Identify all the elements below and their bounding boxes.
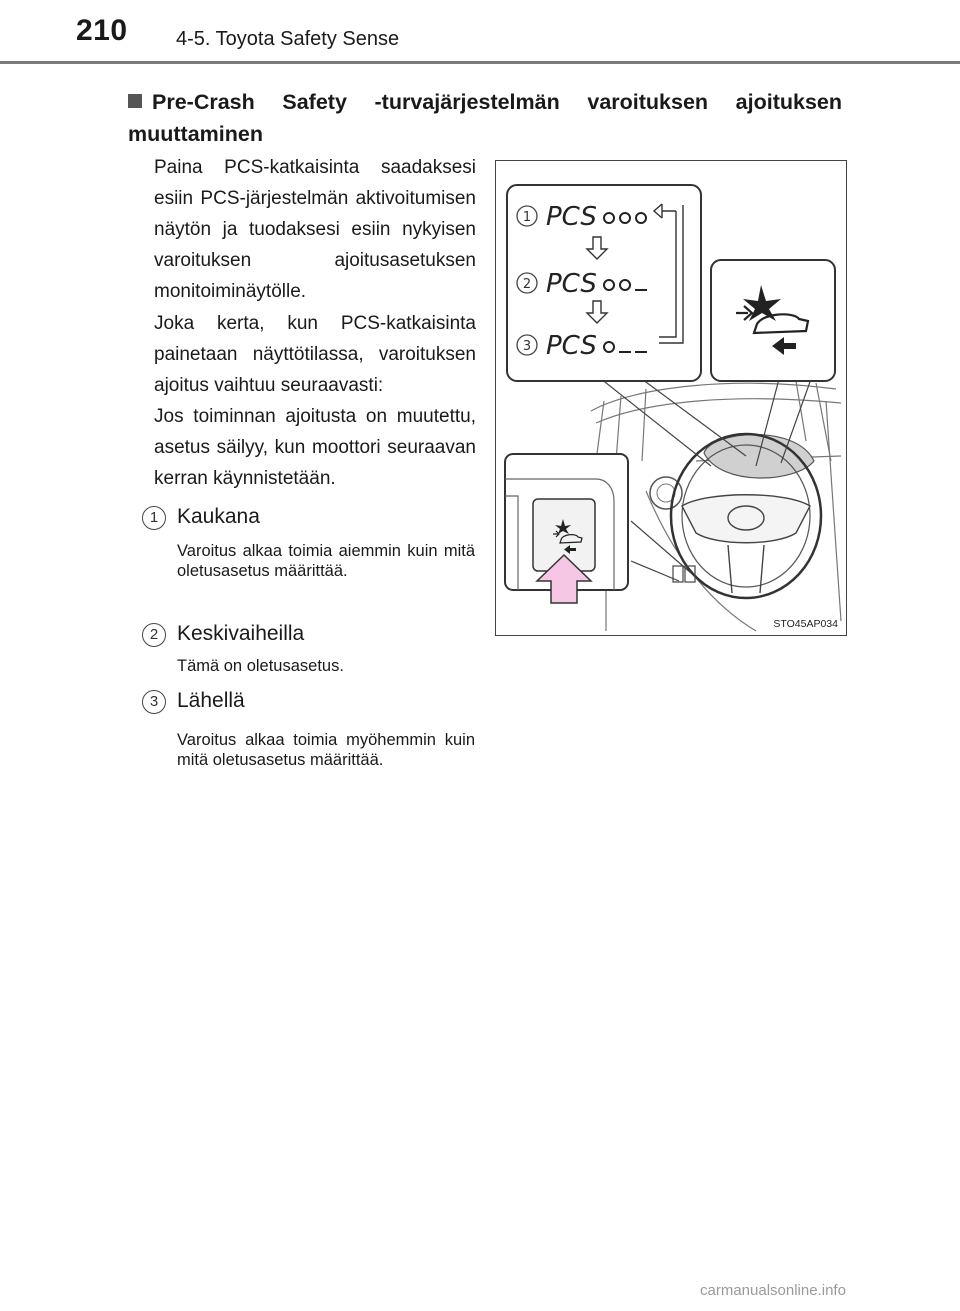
watermark[interactable]: carmanualsonline.info bbox=[700, 1282, 846, 1299]
setting-label: PCS bbox=[546, 331, 597, 361]
setting-number: 3 bbox=[522, 339, 532, 354]
callout-line bbox=[631, 521, 691, 581]
chapter-title: 4-5. Toyota Safety Sense bbox=[176, 28, 400, 50]
square-bullet-icon bbox=[128, 94, 142, 108]
item-number-badge: 1 bbox=[142, 506, 166, 530]
item-description: Tämä on oletusasetus. bbox=[177, 657, 344, 675]
paragraph-press: Joka kerta, kun PCS-katkaisinta painetaan näyttötilassa, varoituksen ajoitus vaihtuu seuraavasti: bbox=[154, 313, 476, 396]
paragraph-intro: Paina PCS-katkaisinta saadaksesi esiin PCS-järjestelmän aktivoitumisen näytön ja tuodaksesi esiin nykyisen varoituksen ajoitusasetuksen monitoiminäytölle. bbox=[154, 157, 476, 302]
item-title: Keskivaiheilla bbox=[177, 622, 305, 645]
section-title-text: Pre-Crash Safety -turvajärjestelmän varoituksen ajoituksen muuttaminen bbox=[128, 90, 842, 146]
header-divider bbox=[0, 61, 960, 64]
dashboard-illustration bbox=[496, 161, 848, 637]
page-number: 210 bbox=[76, 14, 128, 47]
setting-label: PCS bbox=[546, 202, 597, 232]
warning-callout bbox=[711, 260, 835, 381]
section-heading bbox=[128, 86, 842, 150]
item-description: Varoitus alkaa toimia myöhemmin kuin mitä oletusasetus määrittää. bbox=[177, 731, 475, 769]
item-number-badge: 3 bbox=[142, 690, 166, 714]
setting-number: 2 bbox=[522, 277, 532, 292]
setting-label: PCS bbox=[546, 269, 597, 299]
item-title: Lähellä bbox=[177, 689, 245, 712]
item-description: Varoitus alkaa toimia aiemmin kuin mitä oletusasetus määrittää. bbox=[177, 542, 475, 580]
pcs-illustration bbox=[495, 160, 847, 636]
figure-code: STO45AP034 bbox=[773, 618, 838, 630]
item-number-badge: 2 bbox=[142, 623, 166, 647]
page-header bbox=[0, 0, 960, 64]
item-title: Kaukana bbox=[177, 505, 260, 528]
setting-number: 1 bbox=[522, 210, 532, 225]
paragraph-memory: Jos toiminnan ajoitusta on muutettu, asetus säilyy, kun moottori seuraavan kerran käynnistetään. bbox=[154, 406, 476, 489]
